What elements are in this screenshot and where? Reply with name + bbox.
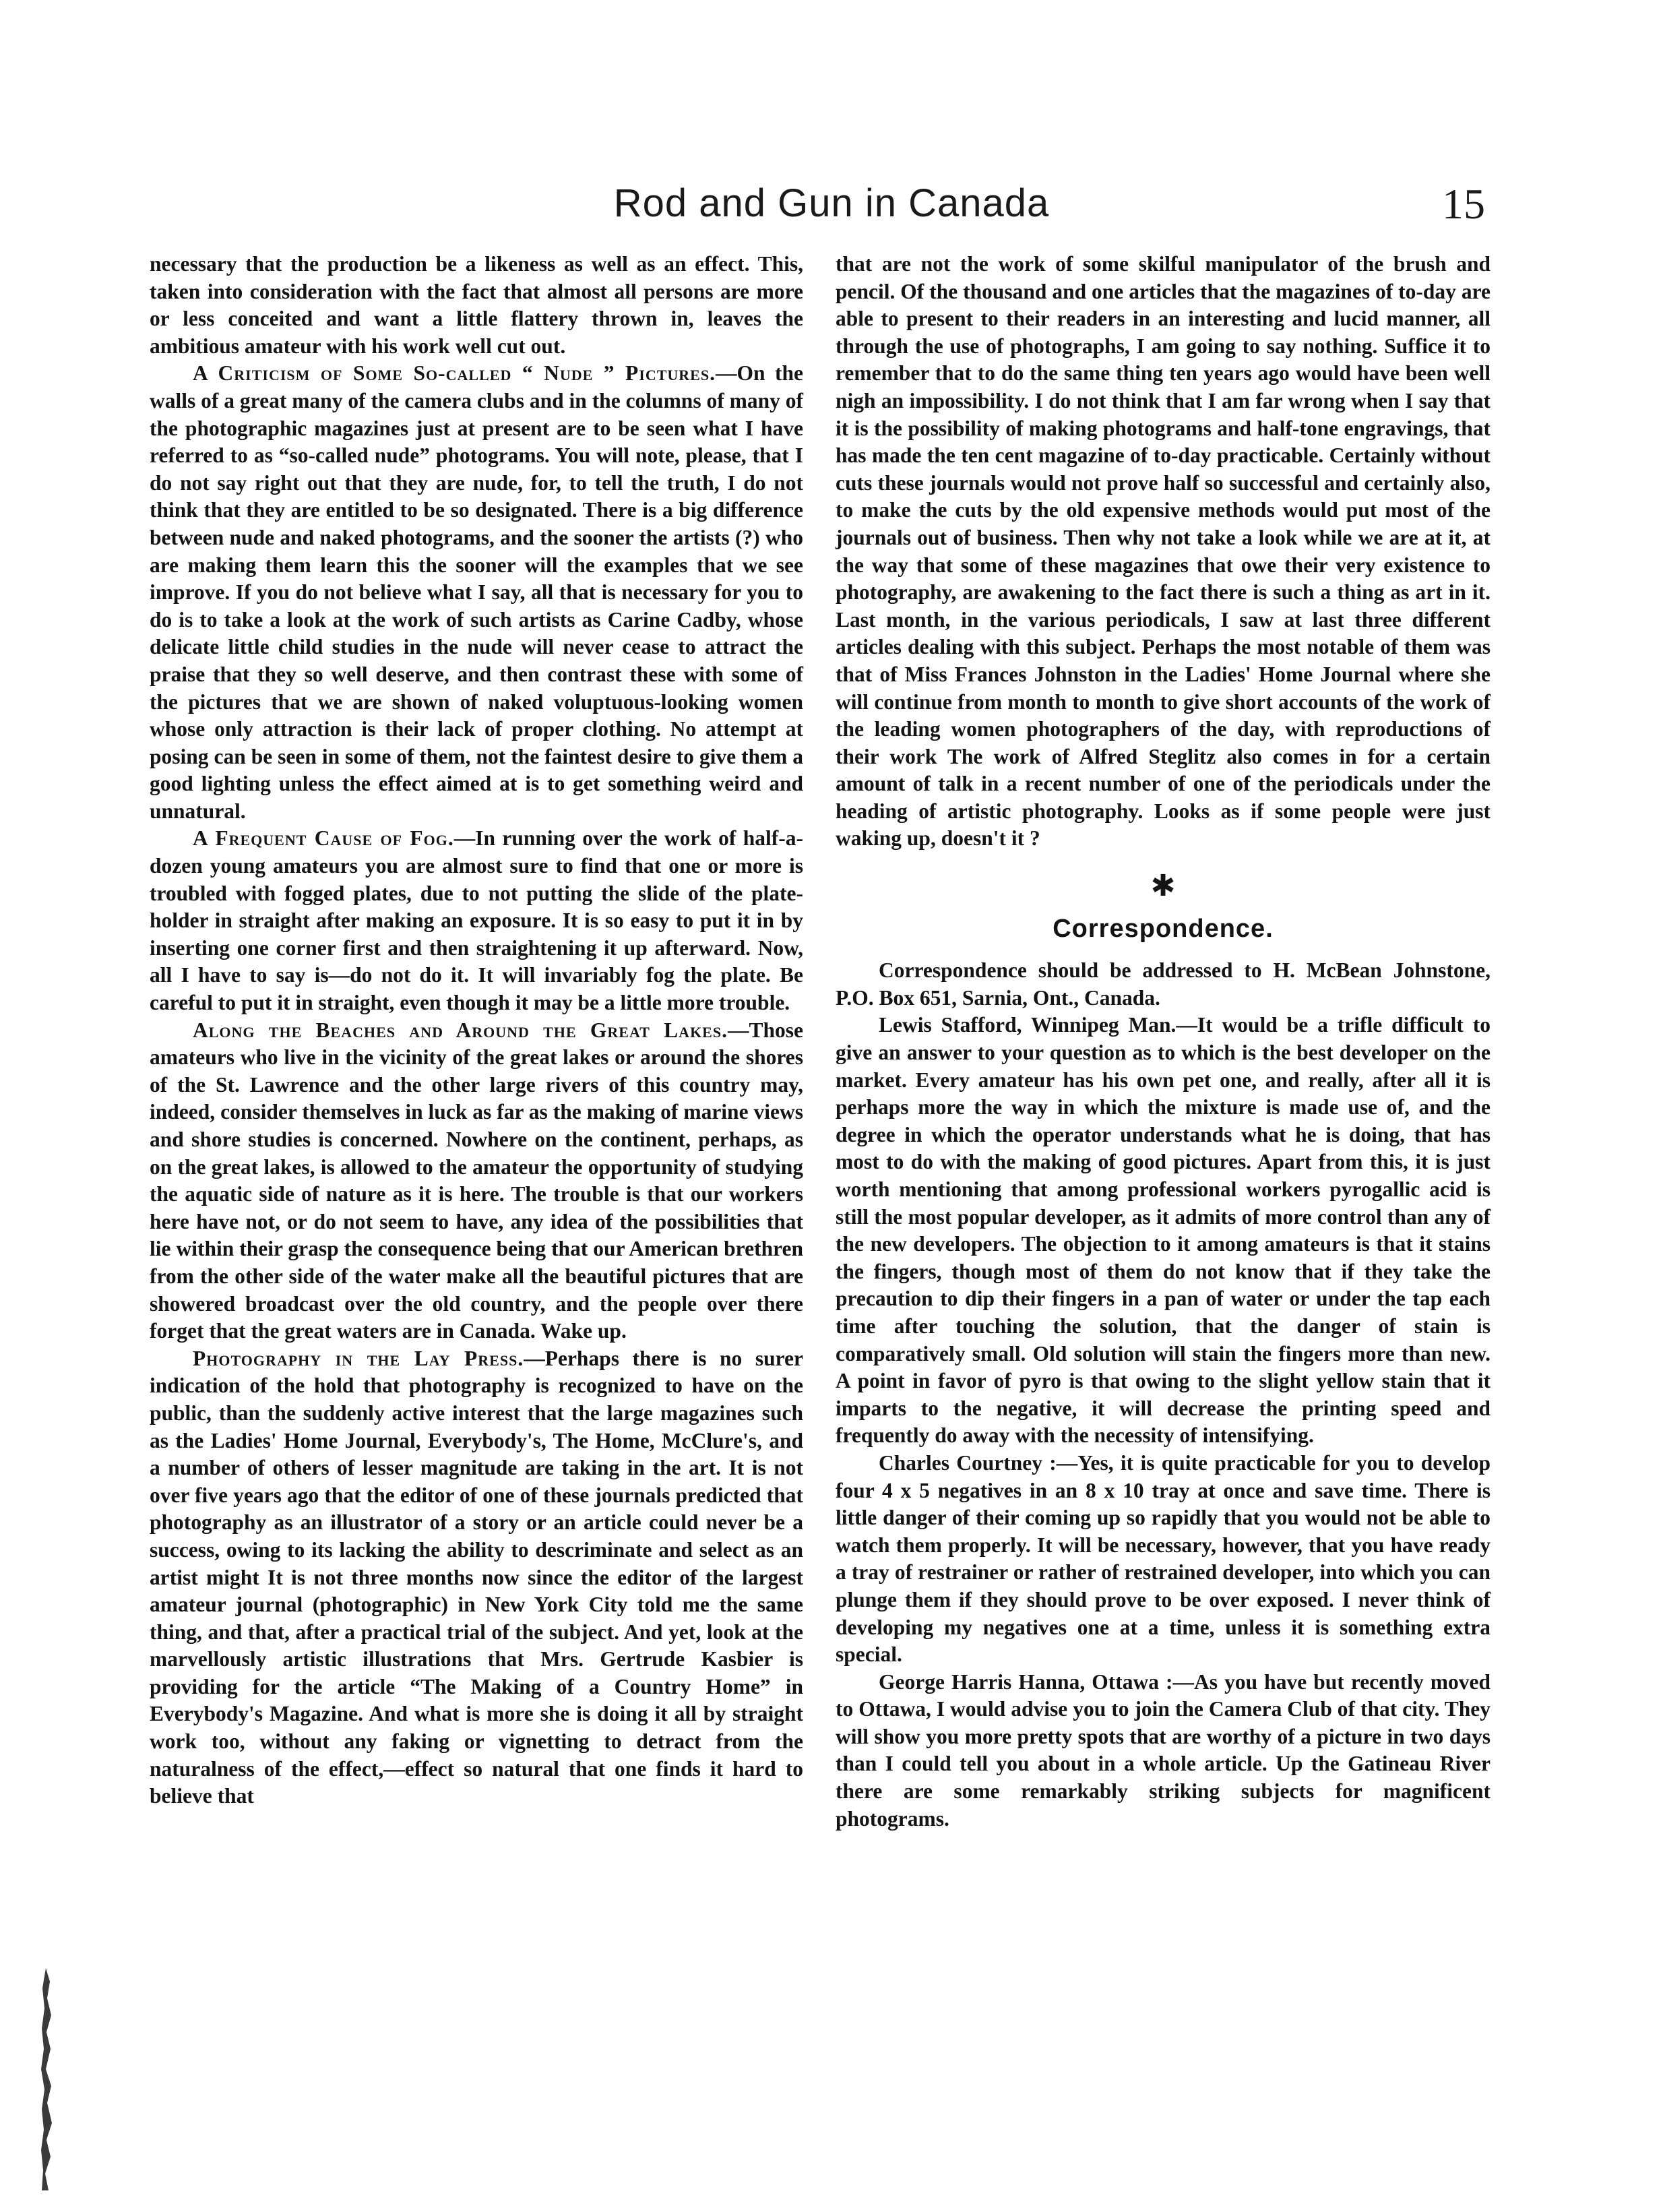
page-number: 15 [1442,180,1485,228]
paragraph-continued: necessary that the production be a likeness as well as an effect. This, taken into consideration with the fact that almost all persons are more or less conceited and want a little flattery thrown in, leaves the ambitious amateur with his work well cut out. [150,252,803,358]
asterisk-ornament-icon: ✱ [1150,869,1176,904]
correspondence-heading: Correspondence. [1053,914,1274,943]
paragraph-lay-press [150,1345,803,1810]
paragraph-body: —On the walls of a great many of the camera clubs and in the columns of many of the photographic magazines just at present are to be seen what I have referred to as “so-called nude” photograms. You will note, please, that I do not say right out that they are nude, for, to tell the truth, I do not think that they are entitled to be so designated. There is a big difference between nude and naked photograms, and the sooner the artists (?) who are making them learn this the sooner will the examples that we see improve. If you do not believe what I say, all that is necessary for you to do is to take a look at the work of such artists as Carine Cadby, whose delicate little child studies in the nude will never cease to attract the praise that they so well deserve, and then contrast these with some of the pictures that we are shown of naked voluptuous-looking women whose only attraction is their lack of proper clothing. No attempt at posing can be seen in some of them, not the faintest desire to give them a good lighting unless the effect aimed at is to get something weird and unnatural. [150,361,803,823]
running-title: Rod and Gun in Canada [613,181,1050,225]
scan-edge-artifact [40,1968,58,2190]
right-column [836,251,1491,1833]
paragraph-heading: A Criticism of Some So-called “ Nude ” Pictures. [193,361,716,386]
correspondence-address: Correspondence should be addressed to H. McBean Johnstone, P.O. Box 651, Sarnia, Ont., Canada. [836,958,1491,1010]
paragraph-heading: Photography in the Lay Press. [193,1346,524,1370]
paragraph-body: —Perhaps there is no surer indication of the hold that photography is recognized to have on the public, than the suddenly active interest that the large magazines such as the Ladies' Home Journal, Everybody's, The Home, McClure's, and a number of others of lesser magnitude are taking in the art. It is not over five years ago that the editor of one of these journals predicted that photography as an illustrator of a story or an article could never be a success, owing to its lacking the ability to descriminate and select as an artist might It is not three months now since the editor of the largest amateur journal (photographic) in New York City told me the same thing, and that, after a practical trial of the subject. And yet, look at the marvellously artistic illustrations that Mrs. Gertrude Kasbier is providing for the article “The Making of a Country Home” in Everybody's Magazine. And what is more she is doing it all by straight work too, without any faking or vignetting to detract from the naturalness of the effect,—effect so natural that one finds it hard to believe that [150,1346,803,1808]
paragraph-heading: A Frequent Cause of Fog. [193,826,454,851]
paragraph-heading: Along the Beaches and Around the Great Lakes. [193,1018,728,1042]
paragraph-nude-pictures [150,360,803,825]
paragraph-continued: that are not the work of some skilful manipulator of the brush and pencil. Of the thousand and one articles that the magazines of to-day are able to present to their readers in an interesting and lucid manner, all through the use of photographs, I am going to say nothing. Suffice it to remember that to do the same thing ten years ago would have been well nigh an impossibility. I do not think that I am far wrong when I say that it is the possibility of making photograms and half-tone engravings, that has made the ten cent magazine of to-day practicable. Certainly without cuts these journals would not prove half so successful and certainly also, to make the cuts by the old expensive methods would put most of the journals out of business. Then why not take a look while we are at it, at the way that some of these magazines that owe their very existence to photography, are awakening to the fact there is such a thing as art in it. Last month, in the various periodicals, I saw at last three different articles dealing with this subject. Perhaps the most notable of them was that of Miss Frances Johnston in the Ladies' Home Journal where she will continue from month to month to give short accounts of the work of the leading women photographers of the day, with reproductions of their work The work of Alfred Steglitz also comes in for a certain amount of talk in a recent number of one of the periodicals under the heading of artistic photography. Looks as if some people were just waking up, doesn't it ? [836,252,1491,851]
paragraph-cause-of-fog [150,825,803,1016]
correspondence-reply-courtney: Charles Courtney :—Yes, it is quite practicable for you to develop four 4 x 5 negatives in an 8 x 10 tray at once and save time. There is little danger of their coming up so rapidly that you would not be able to watch them properly. It will be necessary, however, that you have ready a tray of restrainer or rather of restrained developer, into which you can plunge them if they should prove to be over exposed. I never think of developing my negatives one at a time, unless it is something extra special. [836,1450,1491,1667]
correspondence-reply-hanna: George Harris Hanna, Ottawa :—As you have but recently moved to Ottawa, I would advise you to join the Camera Club of that city. They will show you more pretty spots that are worthy of a picture in two days than I could tell you about in a whole article. Up the Gatineau River there are some remarkably striking subjects for magnificent photograms. [836,1669,1491,1831]
left-column [150,251,803,1810]
correspondence-reply-stafford: Lewis Stafford, Winnipeg Man.—It would be a trifle difficult to give an answer to your question as to which is the best developer on the market. Every amateur has his own pet one, and really, after all it is perhaps more the way in which the mixture is made use of, and the degree in which the operator understands what he is doing, that has most to do with the making of good pictures. Apart from this, it is just worth mentioning that among professional workers pyrogallic acid is still the most popular developer, as it admits of more control than any of the new developers. The objection to it among amateurs is that it stains the fingers, though most of them do not know that if they take the precaution to dip their fingers in a pan of water or under the tap each time after touching the solution, that the danger of stain is comparatively small. Old solution will stain the fingers more than new. A point in favor of pyro is that owing to the slight yellow stain that it imparts to the negative, it will decrease the printing speed and frequently do away with the necessity of intensifying. [836,1013,1491,1448]
paragraph-body: —Those amateurs who live in the vicinity of the great lakes or around the shores of the St. Lawrence and the other large rivers of this country may, indeed, consider themselves in luck as far as the making of marine views and shore studies is concerned. Nowhere on the continent, perhaps, as on the great lakes, is allowed to the amateur the opportunity of studying the aquatic side of nature as it is here. The trouble is that our workers here have not, or do not seem to have, any idea of the possibilities that lie within their grasp the consequence being that our American brethren from the other side of the water make all the beautiful pictures that are showered broadcast over the old country, and the people over there forget that the great waters are in Canada. Wake up. [150,1018,803,1343]
paragraph-great-lakes [150,1017,803,1345]
page-header [0,181,1663,235]
paragraph-body: —In running over the work of half-a-dozen young amateurs you are almost sure to find that one or more is troubled with fogged plates, due to not putting the slide of the plate-holder in straight after making an exposure. It is so easy to put it in by inserting one corner first and then straightening it up afterward. Now, all I have to say is—do not do it. It will invariably fog the plate. Be careful to put it in straight, even though it may be a little more trouble. [150,826,803,1015]
